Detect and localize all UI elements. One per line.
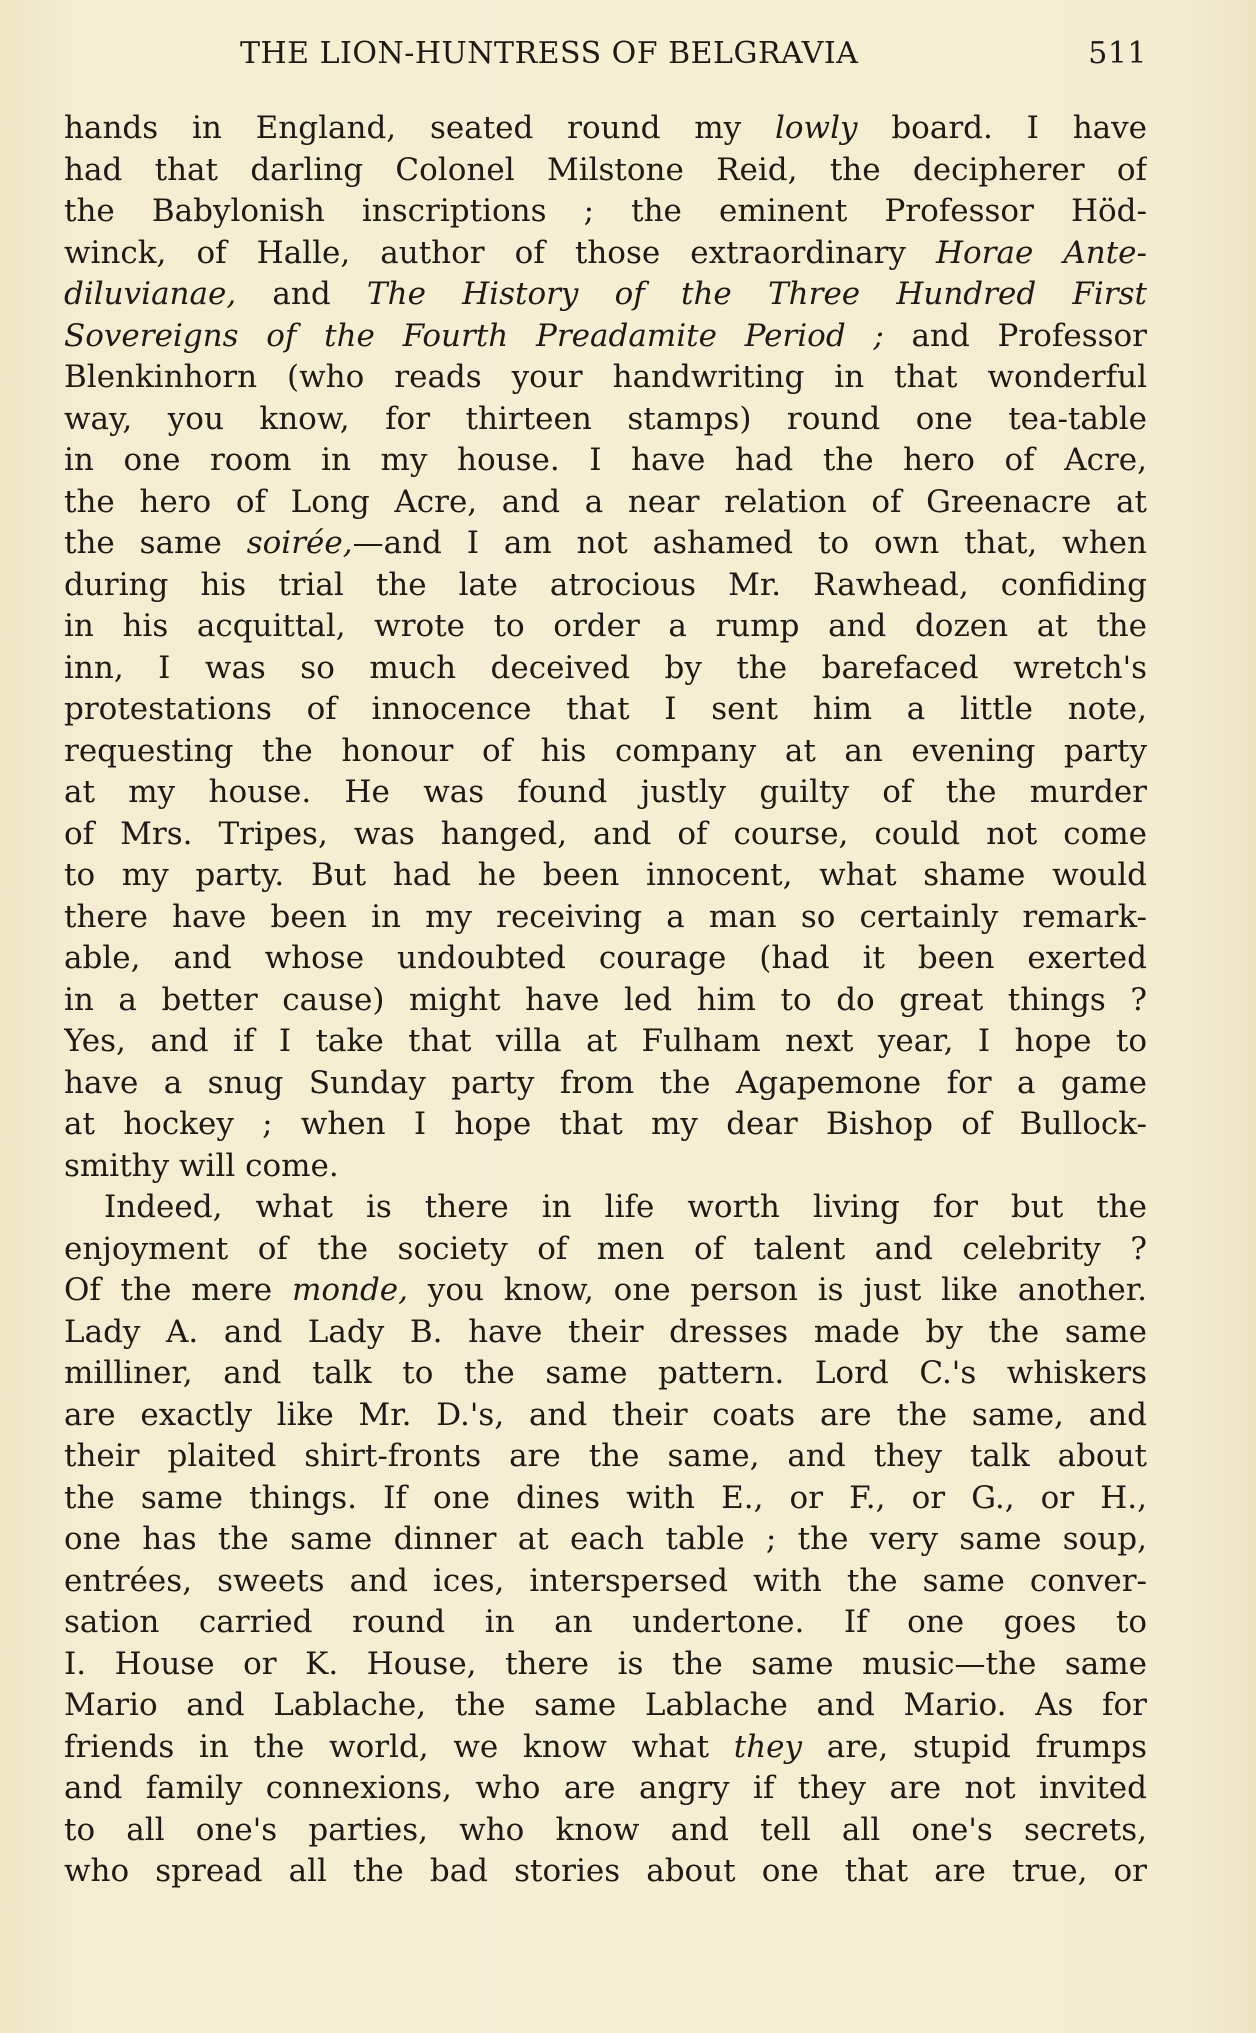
line-text: in his acquittal, wrote to order a rump and dozen at the [64, 608, 1147, 644]
italic-text: soirée, [246, 525, 353, 561]
text-line [64, 1187, 1147, 1229]
line-text: and Professor [883, 317, 1147, 354]
line-text: Indeed, what is there in life worth living for but the [104, 1189, 1147, 1225]
line-text: winck, of Halle, author of those extraordinary [64, 234, 936, 271]
line-text: their plaited shirt-fronts are the same, and they talk about [64, 1438, 1147, 1474]
line-text: one has the same dinner at each table ; the very same soup, [64, 1521, 1147, 1557]
text-line [64, 1353, 1147, 1395]
text-line [64, 1768, 1147, 1810]
line-text: way, you know, for thirteen stamps) round one tea-table [64, 400, 1147, 437]
text-line [64, 1229, 1147, 1271]
text-line [64, 1063, 1147, 1105]
text-line [64, 1270, 1147, 1312]
text-line [64, 1478, 1147, 1520]
line-text: requesting the honour of his company at an evening party [64, 732, 1147, 769]
line-text: there have been in my receiving a man so certainly remark- [64, 898, 1147, 935]
text-line [64, 1436, 1147, 1478]
text-line [64, 274, 1147, 316]
line-text: board. I have [857, 110, 1147, 146]
text-line [64, 482, 1147, 524]
text-line [64, 1644, 1147, 1686]
line-text: Mario and Lablache, the same Lablache and Mario. As for [64, 1687, 1147, 1723]
line-text: and [236, 276, 367, 312]
text-line [64, 1685, 1147, 1727]
line-text: friends in the world, we know what [64, 1728, 734, 1765]
line-text: I. House or K. House, there is the same music—the same [64, 1645, 1147, 1682]
line-text: had that darling Colonel Milstone Reid, the decipherer of [64, 151, 1147, 188]
text-line [64, 980, 1147, 1022]
line-text: Yes, and if I take that villa at Fulham next year, I hope to [64, 1023, 1147, 1059]
text-line [64, 1727, 1147, 1769]
line-text: hands in England, seated round my [64, 110, 775, 146]
line-text: —and I am not ashamed to own that, when [352, 525, 1147, 561]
line-text: Of the mere [64, 1272, 292, 1308]
italic-text: The History of the Three Hundred First [366, 276, 1147, 312]
line-text: milliner, and talk to the same pattern. Lord C.'s whiskers [64, 1355, 1147, 1391]
text-line [64, 108, 1147, 150]
line-text: who spread all the bad stories about one that are true, or [64, 1853, 1147, 1889]
body-text [64, 108, 1147, 1893]
line-text: are exactly like Mr. D.'s, and their coats are the same, and [64, 1396, 1147, 1433]
line-text: sation carried round in an undertone. If one goes to [64, 1604, 1147, 1640]
text-line [64, 357, 1147, 399]
line-text: in one room in my house. I have had the hero of Acre, [64, 442, 1147, 478]
line-text: enjoyment of the society of men of talent and celebrity ? [64, 1230, 1147, 1267]
text-line [64, 1561, 1147, 1603]
line-text: Lady A. and Lady B. have their dresses made by the same [64, 1313, 1147, 1350]
italic-text: Horae Ante- [935, 234, 1147, 271]
text-line [64, 648, 1147, 690]
text-line [64, 814, 1147, 856]
italic-text: diluvianae, [64, 276, 237, 312]
text-line [64, 523, 1147, 565]
text-line [64, 440, 1147, 482]
line-text: have a snug Sunday party from the Agapemone for a game [64, 1064, 1147, 1101]
line-text: the Babylonish inscriptions ; the eminent Professor Höd- [64, 193, 1147, 229]
running-title: THE LION-HUNTRESS OF BELGRAVIA [240, 36, 859, 71]
text-line [64, 897, 1147, 939]
line-text: of Mrs. Tripes, was hanged, and of course, could not come [64, 815, 1147, 852]
line-text: at hockey ; when I hope that my dear Bishop of Bullock- [64, 1106, 1147, 1142]
text-line [64, 772, 1147, 814]
line-text: entrées, sweets and ices, interspersed with the same conver- [64, 1562, 1147, 1599]
italic-text: monde, [291, 1272, 409, 1308]
italic-text: Sovereigns of the Fourth Preadamite Period ; [64, 317, 884, 354]
text-line [64, 399, 1147, 441]
text-line [64, 1395, 1147, 1437]
text-line [64, 1312, 1147, 1354]
text-line [64, 1851, 1147, 1893]
text-line [64, 1519, 1147, 1561]
line-text: smithy will come. [64, 1147, 339, 1184]
text-line [64, 316, 1147, 358]
text-line [64, 1021, 1147, 1063]
text-line [64, 1810, 1147, 1852]
line-text: to my party. But had he been innocent, what shame would [64, 857, 1147, 893]
line-text: to all one's parties, who know and tell all one's secrets, [64, 1811, 1147, 1848]
italic-text: they [733, 1728, 803, 1765]
text-line [64, 1146, 1147, 1188]
text-line [64, 1104, 1147, 1146]
text-line [64, 150, 1147, 192]
text-line [64, 606, 1147, 648]
text-line [64, 191, 1147, 233]
line-text: during his trial the late atrocious Mr. Rawhead, confiding [64, 566, 1147, 603]
line-text: are, stupid frumps [802, 1728, 1147, 1765]
text-line [64, 565, 1147, 607]
text-line [64, 1602, 1147, 1644]
line-text: at my house. He was found justly guilty of the murder [64, 774, 1147, 810]
line-text: protestations of innocence that I sent him a little note, [64, 691, 1147, 727]
text-line [64, 689, 1147, 731]
line-text: and family connexions, who are angry if they are not invited [64, 1770, 1147, 1806]
text-line [64, 938, 1147, 980]
page-number: 511 [1088, 36, 1147, 71]
text-line [64, 855, 1147, 897]
text-line [64, 233, 1147, 275]
text-line [64, 731, 1147, 773]
line-text: the same things. If one dines with E., or F., or G., or H., [64, 1479, 1147, 1516]
italic-text: lowly [774, 110, 858, 146]
line-text: inn, I was so much deceived by the barefaced wretch's [64, 649, 1147, 686]
line-text: you know, one person is just like another. [408, 1272, 1147, 1308]
line-text: the hero of Long Acre, and a near relation of Greenacre at [64, 483, 1147, 520]
running-head [240, 36, 1147, 72]
line-text: able, and whose undoubted courage (had it been exerted [64, 940, 1147, 976]
line-text: in a better cause) might have led him to do great things ? [64, 981, 1147, 1018]
line-text: Blenkinhorn (who reads your handwriting in that wonderful [64, 359, 1147, 395]
line-text: the same [64, 525, 247, 561]
